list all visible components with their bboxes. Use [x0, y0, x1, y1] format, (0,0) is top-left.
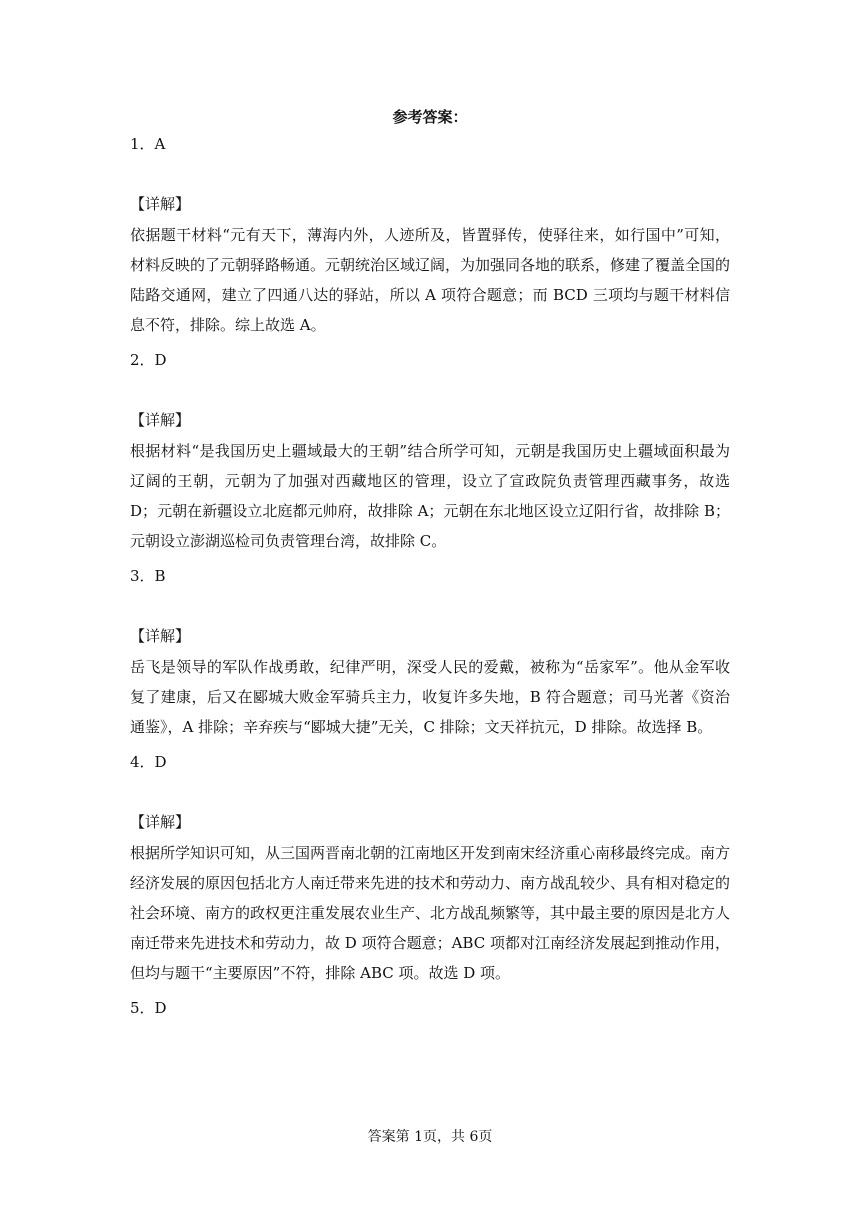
answer-number: 2．D — [130, 351, 167, 369]
answer-number: 5．D — [130, 999, 167, 1017]
answer-number: 1．A — [130, 135, 166, 153]
answer-item-1 — [130, 134, 730, 340]
answer-number: 3．B — [130, 567, 166, 585]
detail-text: 依据题干材料“元有天下，薄海内外，人迹所及，皆置驿传，使驿往来，如行国中”可知，材料反映的了元朝驿路畅通。元朝统治区域辽阔，为加强同各地的联系，修建了覆盖全国的陆路交通网，建立了四通八达的驿站，所以 A 项符合题意；而 BCD 三项均与题干材料信息不符，排除。综上故选 A。 — [130, 226, 731, 334]
answer-list — [130, 134, 730, 1028]
answer-item-5 — [130, 998, 730, 1018]
answer-number: 4．D — [130, 753, 167, 771]
page-footer: 答案第 1页，共 6页 — [367, 1129, 493, 1145]
detail-text: 根据材料“是我国历史上疆域最大的王朝”结合所学可知，元朝是我国历史上疆域面积最为辽阔的王朝，元朝为了加强对西藏地区的管理，设立了宣政院负责管理西藏事务，故选 D；元朝在新疆设立北庭都元帅府，故排除 A；元朝在东北地区设立辽阳行省，故排除 B；元朝设立澎湖巡检司负责管理台湾，故排除 C。 — [130, 442, 730, 550]
detail-text: 岳飞是领导的军队作战勇敢，纪律严明，深受人民的爱戴，被称为“岳家军”。他从金军收复了建康，后又在郾城大败金军骑兵主力，收复许多失地，B 符合题意；司马光著《资治通鉴》，A 排除；辛弃疾与“郾城大捷”无关，C 排除；文天祥抗元，D 排除。故选择 B。 — [130, 658, 730, 736]
page-title: 参考答案： — [392, 108, 468, 126]
detail-label: 【详解】 — [130, 627, 191, 645]
detail-label: 【详解】 — [130, 411, 191, 429]
answer-item-2 — [130, 350, 730, 556]
detail-label: 【详解】 — [130, 195, 191, 213]
answer-item-4 — [130, 752, 730, 988]
detail-label: 【详解】 — [130, 813, 191, 831]
answer-item-3 — [130, 566, 730, 742]
detail-text: 根据所学知识可知，从三国两晋南北朝的江南地区开发到南宋经济重心南移最终完成。南方经济发展的原因包括北方人南迁带来先进的技术和劳动力、南方战乱较少、具有相对稳定的社会环境、南方的政权更注重发展农业生产、北方战乱频繁等，其中最主要的原因是北方人南迁带来先进技术和劳动力，故 D 项符合题意；ABC 项都对江南经济发展起到推动作用，但均与题干“主要原因”不符，排除 ABC 项。故选 D 项。 — [130, 844, 731, 982]
